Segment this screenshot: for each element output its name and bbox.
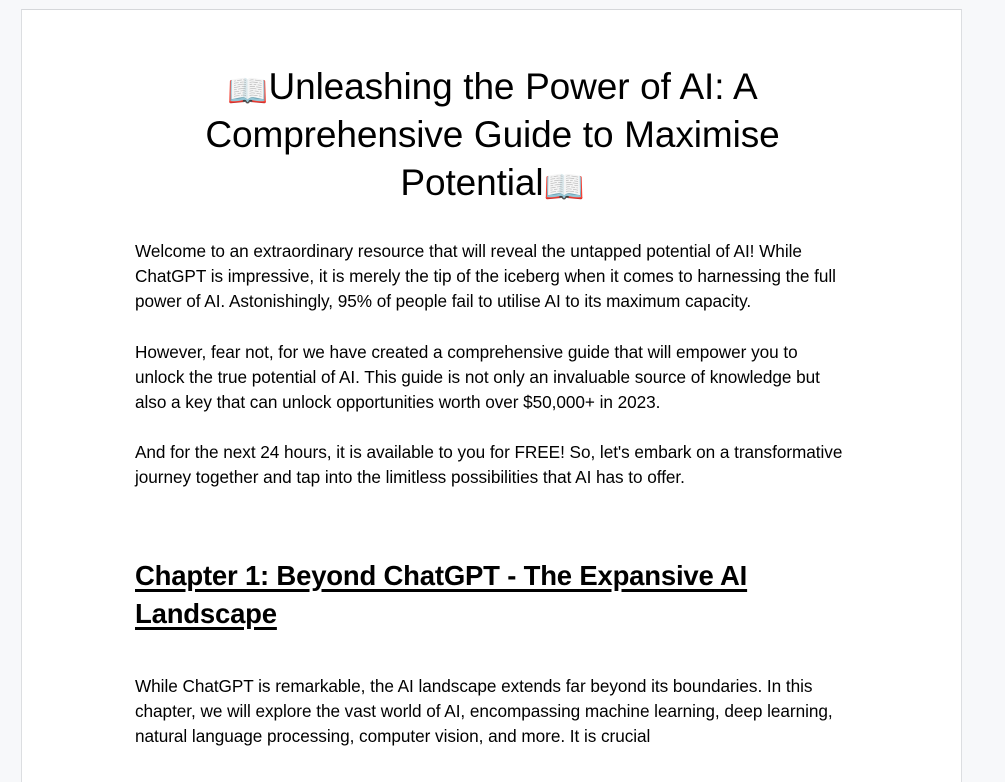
chapter-1-heading: Chapter 1: Beyond ChatGPT - The Expansive AI Landscape <box>135 559 748 629</box>
heading-bottom-spacer <box>135 633 851 674</box>
chapter-1-paragraph-1: While ChatGPT is remarkable, the AI landscape extends far beyond its boundaries. In this chapter, we will explore the vast world of AI, encompassing machine learning, deep learning, natural language processing, computer vision, and more. It is crucial <box>135 675 833 747</box>
heading-top-spacer <box>135 516 851 557</box>
intro-paragraph-2: However, fear not, for we have created a comprehensive guide that will empower you to unlock the true potential of AI. This guide is not only an invaluable source of knowledge but also a key that can unlock opportunities worth over $50,000+ in 2023. <box>135 341 820 413</box>
intro-paragraph-1: Welcome to an extraordinary resource that will reveal the untapped potential of AI! While ChatGPT is impressive, it is merely the tip of the iceberg when it comes to harnessing the full power of AI. Astonishingly, 95% of people fail to utilise AI to its maximum capacity. <box>135 241 836 312</box>
document-page-sheet <box>21 9 962 782</box>
document-body <box>135 239 851 749</box>
page-content-area <box>22 10 961 782</box>
document-title <box>135 63 850 207</box>
open-book-icon-trailing: 📖 <box>543 167 585 206</box>
intro-paragraph-3: And for the next 24 hours, it is available to you for FREE! So, let's embark on a transformative journey together and tap into the limitless possibilities that AI has to offer. <box>135 442 843 488</box>
document-title-text: Unleashing the Power of AI: A Comprehensive Guide to Maximise Potential <box>205 66 780 203</box>
open-book-icon-leading: 📖 <box>227 71 269 110</box>
